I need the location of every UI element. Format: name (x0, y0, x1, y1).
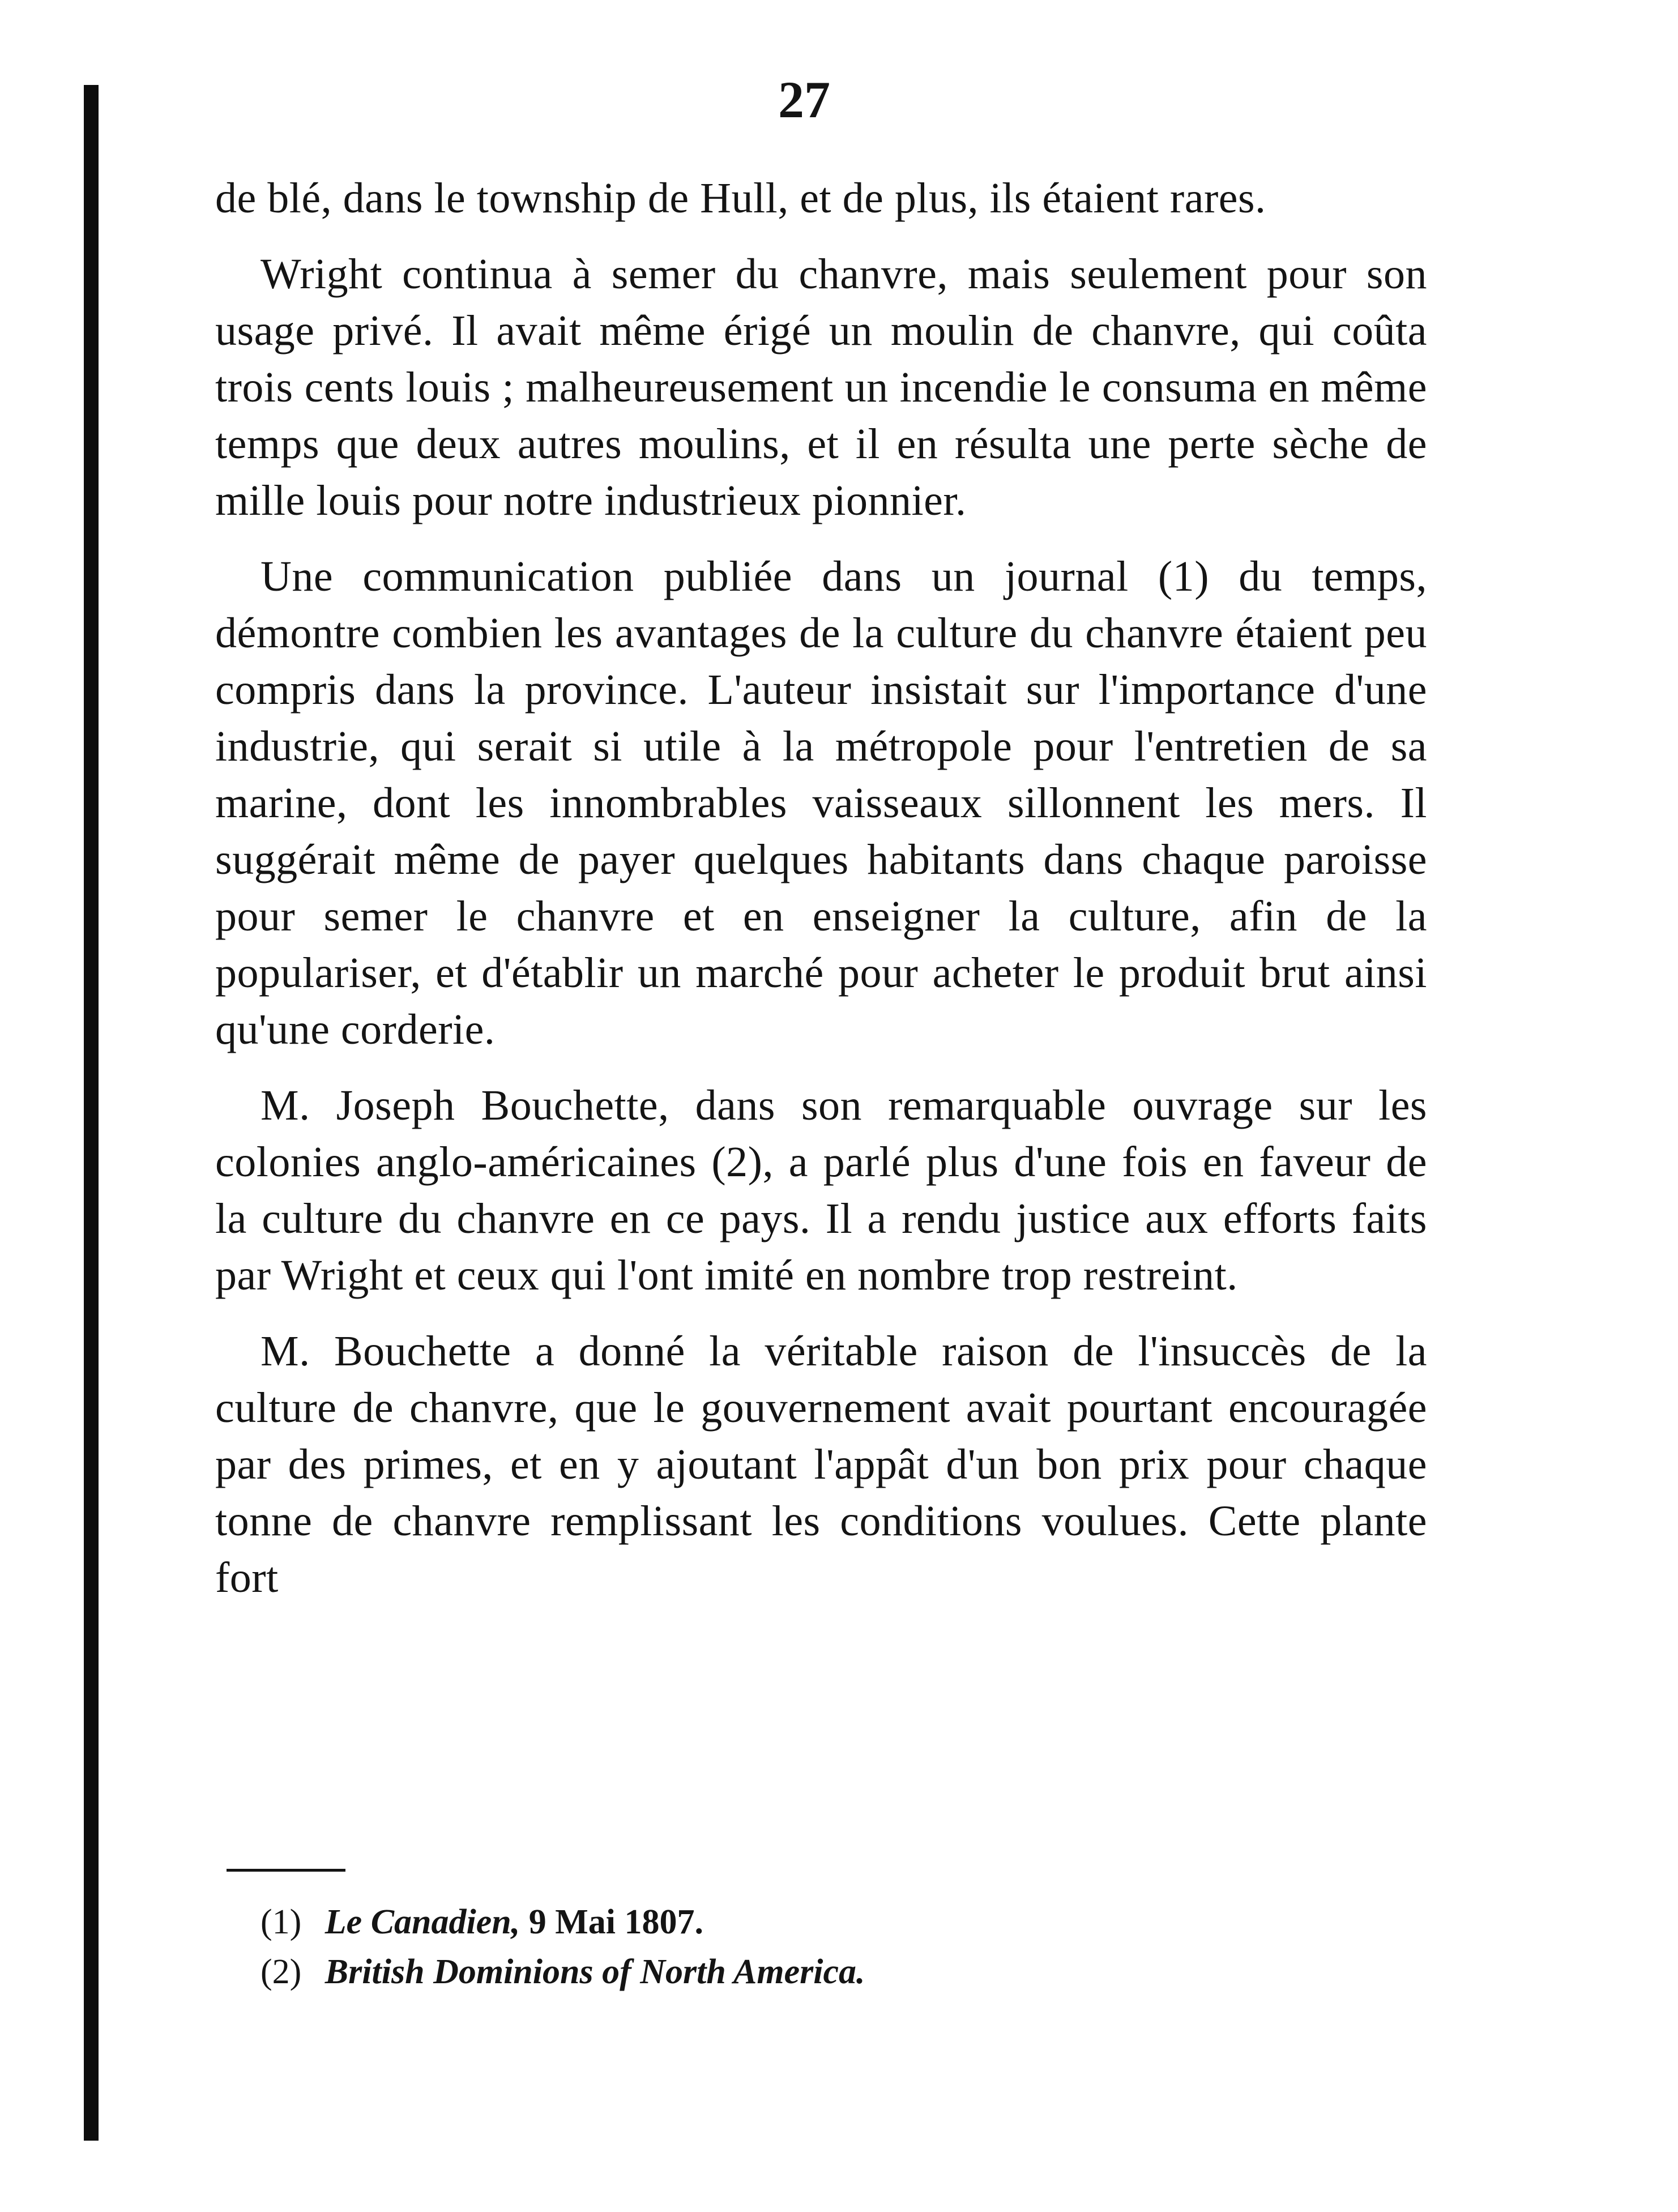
footnote-detail: 9 Mai 1807. (528, 1903, 703, 1941)
footnote-marker: (1) (261, 1903, 302, 1941)
page-number: 27 (778, 71, 830, 129)
page-binding-edge (84, 85, 99, 2141)
paragraph-3: Une communication publiée dans un journal (1) du temps, démontre combien les avantages de la culture du chanvre étaient peu compris dans la province. L'auteur insistait sur l'importance d'une industrie, qui serait si utile à la métropole pour l'entretien de sa marine, dont les innombrables vaisseaux sillonnent les mers. Il suggérait même de payer quelques habitants dans chaque paroisse pour semer le chanvre et en enseigner la culture, afin de la populariser, et d'établir un marché pour acheter le produit brut ainsi qu'une corderie. (215, 553, 1427, 1053)
footnote-1 (261, 1897, 1393, 1947)
paragraph-1: de blé, dans le township de Hull, et de plus, ils étaient rares. (215, 174, 1266, 222)
footnote-2 (261, 1947, 1393, 1997)
paragraph-5: M. Bouchette a donné la véritable raison de l'insuccès de la culture de chanvre, que le gouvernement avait pourtant encouragée par des primes, et en y ajoutant l'appât d'un bon prix pour chaque tonne de chanvre remplissant les conditions voulues. Cette plante fort (215, 1327, 1427, 1602)
paragraph-2: Wright continua à semer du chanvre, mais seulement pour son usage privé. Il avait même érigé un moulin de chanvre, qui coûta trois cents louis ; malheureusement un incendie le consuma en même temps que deux autres moulins, et il en résulta une perte sèche de mille louis pour notre industrieux pionnier. (215, 250, 1427, 524)
footnotes (261, 1897, 1393, 1997)
footnote-title: Le Canadien, (325, 1903, 520, 1941)
footnote-title: British Dominions of North America. (325, 1953, 865, 1991)
footnote-marker: (2) (261, 1953, 302, 1991)
paragraph-4: M. Joseph Bouchette, dans son remarquable ouvrage sur les colonies anglo-américaines (2), a parlé plus d'une fois en faveur de la culture du chanvre en ce pays. Il a rendu justice aux efforts faits par Wright et ceux qui l'ont imité en nombre trop restreint. (215, 1082, 1427, 1299)
body-text (215, 170, 1427, 1625)
footnote-rule (227, 1869, 345, 1872)
